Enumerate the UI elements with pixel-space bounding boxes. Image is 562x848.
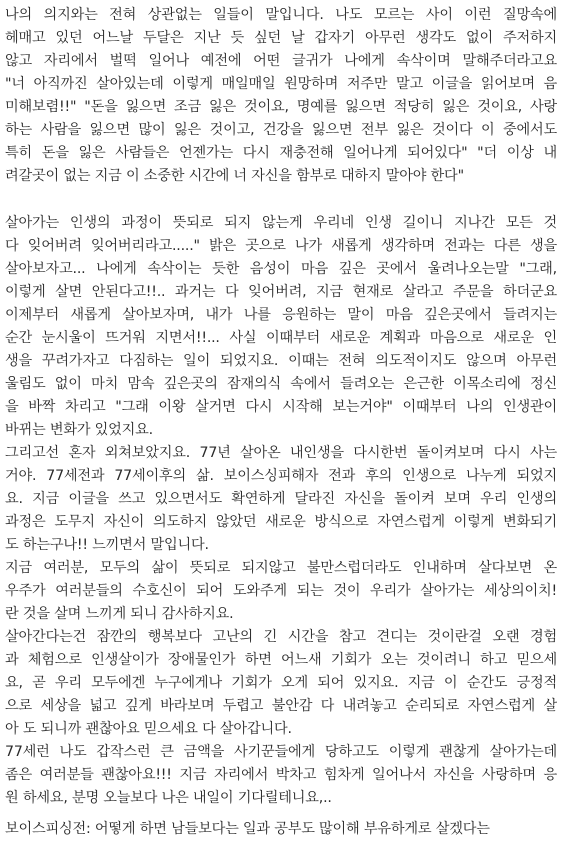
text-line: 살아보자고... 나에게 속삭이는 듯한 음성이 마음 깊은 곳에서 울려나오는말 "그래, [5, 261, 557, 277]
text-line: 지금 여러분, 모두의 삶이 뜻되로 되지않고 불만스럽더라도 인내하며 살다보면 온 [5, 560, 557, 576]
text-line: 다 잊어버려 잊어버리라고....." 밝은 곳으로 나가 새롭게 생각하며 전과는 다른 생을 [5, 238, 557, 254]
text-line: 생을 꾸려가자고 다짐하는 일이 되었지요. 이때는 전혀 의도적이지도 않으며 아무런 [5, 353, 557, 369]
text-line: 요. 지금 이글을 쓰고 있으면서도 확연하게 달라진 자신을 돌이켜 보며 우리 인생의 [5, 491, 557, 507]
text-line: 헤매고 있던 어느날 두달은 지난 듯 싶던 날 갑자기 아무런 생각도 없이 주저하지 [5, 30, 557, 46]
text-line: 으로 세상을 넓고 깊게 바라보며 두렵고 불안감 다 내려놓고 순리되로 자연스럽게 살 [5, 698, 557, 714]
text-line: 과 체험으로 인생살이가 장애물인가 하면 어느새 기회가 오는 것이려니 하고 믿으세 [5, 652, 557, 668]
text-line: 란 것을 살며 느끼게 되니 감사하지요. [5, 606, 234, 622]
text-line: 바뀌는 변화가 있었지요. [5, 422, 153, 438]
text-line: 요, 곧 우리 모두에겐 누구에게나 기회가 오게 되어 있지요. 지금 이 순간도 긍정적 [5, 675, 557, 691]
text-line: 좀은 여러분들 괜찮아요!!! 지금 자리에서 박차고 힘차게 일어나서 자신을 사랑하며 응 [5, 767, 557, 783]
text-line: 려갈곳이 없는 지금 이 소중한 시간에 너 자신을 함부로 대하지 말아야 한다" [5, 168, 464, 184]
text-line: 보이스피싱전: 어떻게 하면 남들보다는 일과 공부도 많이해 부유하게로 살겠다는 [5, 821, 490, 837]
text-line: 77세런 나도 갑작스런 큰 금액을 사기꾼들에게 당하고도 이렇게 괜찮게 살아가는데 [5, 744, 557, 760]
text-line: 순간 눈시울이 뜨거워 지면서!!... 사실 이때부터 새로운 계획과 마음으로 새로운 인 [5, 330, 557, 346]
text-line: 아 도 되니까 괜찮아요 믿으세요 다 살아갑니다. [5, 721, 292, 737]
text-line: 하는 사람을 잃으면 많이 잃은 것이고, 건강을 잃으면 전부 잃은 것이다 이 중에서도 [5, 122, 557, 138]
text-line: 미해보렴!!" "돈을 잃으면 조금 잃은 것이요, 명예를 잃으면 적당히 잃은 것이요, 사랑 [5, 99, 557, 115]
text-line: 도 하는구나!! 느끼면서 말입니다. [5, 537, 209, 553]
text-line: 이제부터 새롭게 살아보자며, 내가 나를 응원하는 말이 마음 깊은곳에서 들려지는 [5, 307, 557, 323]
text-line: 이렇게 살면 안된다고!!.. 과거는 다 잊어버려, 지금 현재로 살라고 주문을 하더군요 [5, 284, 557, 300]
text-line: 살아가는 인생의 과정이 뜻되로 되지 않는게 우리네 인생 길이니 지나간 모든 것 [5, 215, 557, 231]
text-line: 우주가 여러분들의 수호신이 되어 도와주게 되는 것이 우리가 살아가는 세상의이치! [5, 583, 557, 599]
text-line: "너 아직까진 살아있는데 이렇게 매일매일 원망하며 저주만 말고 이글을 읽어보며 음 [5, 76, 557, 92]
text-line: 울림도 없이 마치 맘속 깊은곳의 잠재의식 속에서 들려오는 은근한 이목소리에 정신 [5, 376, 557, 392]
text-line: 과정은 도무지 자신이 의도하지 않았던 새로운 방식으로 자연스럽게 이렇게 변화되기 [5, 514, 557, 530]
text-line: 거야. 77세전과 77세이후의 삶. 보이스싱피해자 전과 후의 인생으로 나누게 되었지 [5, 468, 557, 484]
text-line: 않고 자리에서 벌떡 일어나 예전에 어떤 글귀가 나에게 속삭이며 말해주더라고요 [5, 53, 557, 69]
text-line: 나의 의지와는 전혀 상관없는 일들이 말입니다. 나도 모르는 사이 이런 질망속에 [5, 7, 557, 23]
text-line: 원 하세요, 분명 오늘보다 나은 내일이 기다릴테니요,.. [5, 790, 332, 806]
text-line: 그리고선 혼자 외쳐보았지요. 77년 살아온 내인생을 다시한번 돌이켜보며 다시 사는 [5, 445, 557, 461]
text-line: 을 바짝 차리고 "그래 이왕 살거면 다시 시작해 보는거야" 이때부터 나의 인생관이 [5, 399, 557, 415]
text-line: 특히 돈을 잃은 사람들은 언젠가는 다시 재충전해 일어나게 되어있다" "더 이상 내 [5, 145, 557, 161]
text-line: 살아간다는건 잠깐의 행복보다 고난의 긴 시간을 참고 견디는 것이란걸 오랜 경험 [5, 629, 557, 645]
